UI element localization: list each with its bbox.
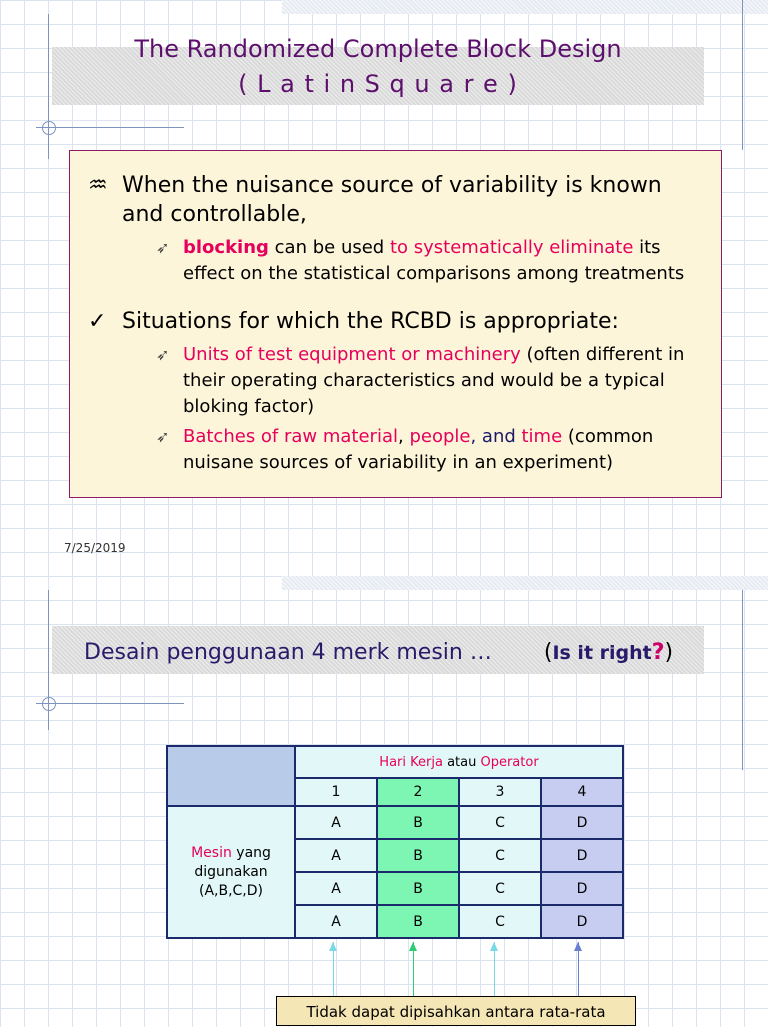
slide2-title-text: Desain penggunaan 4 merk mesin … — [84, 640, 492, 665]
table-cell: C — [459, 905, 541, 938]
sub-bullet-1-text: blocking can be used to systematically eliminate its effect on the statistical comparisons among treatments — [183, 237, 685, 284]
bullet-1-line2: and controllable, — [122, 202, 307, 227]
column-header: 1 — [295, 778, 377, 806]
blocking-text: blocking — [183, 237, 269, 258]
table-cell: A — [295, 872, 377, 905]
arrow-bullet-icon: ➶ — [156, 427, 170, 446]
column-header: 4 — [541, 778, 623, 806]
table-cell: C — [459, 806, 541, 839]
table-cell: C — [459, 872, 541, 905]
sub-bullet-3-text: Batches of raw material, people, and time (common nuisane sources of variability in an experiment) — [183, 426, 654, 473]
footer-note: Tidak dapat dipisahkan antara rata-rata — [276, 996, 636, 1026]
arrow-bullet-icon: ➶ — [156, 345, 170, 364]
table-cell: A — [295, 839, 377, 872]
top-decor-bar — [282, 0, 768, 14]
slide1-title-line2: ( L a t i n S q u a r e ) — [238, 70, 518, 98]
bullet-1-text — [122, 171, 712, 229]
checkmark-bullet-icon: ✓ — [88, 309, 107, 334]
decor-hline-2 — [36, 703, 184, 704]
mid-decor-bar — [282, 576, 768, 590]
decor-vline-right-1 — [742, 0, 743, 150]
content-box — [69, 150, 722, 498]
connector-line-col4 — [578, 942, 579, 996]
connector-line-col3 — [494, 942, 495, 996]
bullet-1-line1: When the nuisance source of variability is known — [122, 173, 662, 198]
decor-hline-1 — [36, 127, 184, 128]
table-cell: B — [377, 839, 459, 872]
column-header: 2 — [377, 778, 459, 806]
table-cell: D — [541, 839, 623, 872]
decor-vline-1 — [48, 14, 49, 159]
table-cell: B — [377, 905, 459, 938]
decor-circle-2 — [42, 697, 56, 711]
table-cell: D — [541, 806, 623, 839]
decor-circle-1 — [42, 121, 56, 135]
slide2-title: Desain penggunaan 4 merk mesin … (Is it right?) — [84, 640, 674, 665]
column-header: 3 — [459, 778, 541, 806]
bullet-2-text: Situations for which the RCBD is appropriate: — [122, 309, 619, 334]
is-it-right-question: Is it right — [552, 642, 652, 664]
connector-line-col1 — [333, 942, 334, 996]
connector-line-col2 — [413, 942, 414, 996]
latin-square-table — [166, 745, 624, 939]
table-cell: A — [295, 806, 377, 839]
row-label-cell: Mesin yang digunakan (A,B,C,D) — [167, 806, 295, 938]
decor-vline-right-2 — [742, 590, 743, 770]
slide-date: 7/25/2019 — [64, 541, 126, 555]
aquarius-bullet-icon: ♒ — [88, 173, 108, 198]
sub-bullet-2-text: Units of test equipment or machinery (often different in their operating characteristics and would be a typical bloking factor) — [183, 344, 685, 417]
table-cell: B — [377, 806, 459, 839]
arrow-bullet-icon: ➶ — [156, 238, 170, 257]
table-cell: C — [459, 839, 541, 872]
table-corner-cell — [167, 746, 295, 806]
table-cell: A — [295, 905, 377, 938]
slide1-title-line1: The Randomized Complete Block Design — [134, 35, 622, 63]
table-cell: B — [377, 872, 459, 905]
table-cell: D — [541, 872, 623, 905]
table-cell: D — [541, 905, 623, 938]
table-header-cell: Hari Kerja atau Operator — [295, 746, 623, 778]
